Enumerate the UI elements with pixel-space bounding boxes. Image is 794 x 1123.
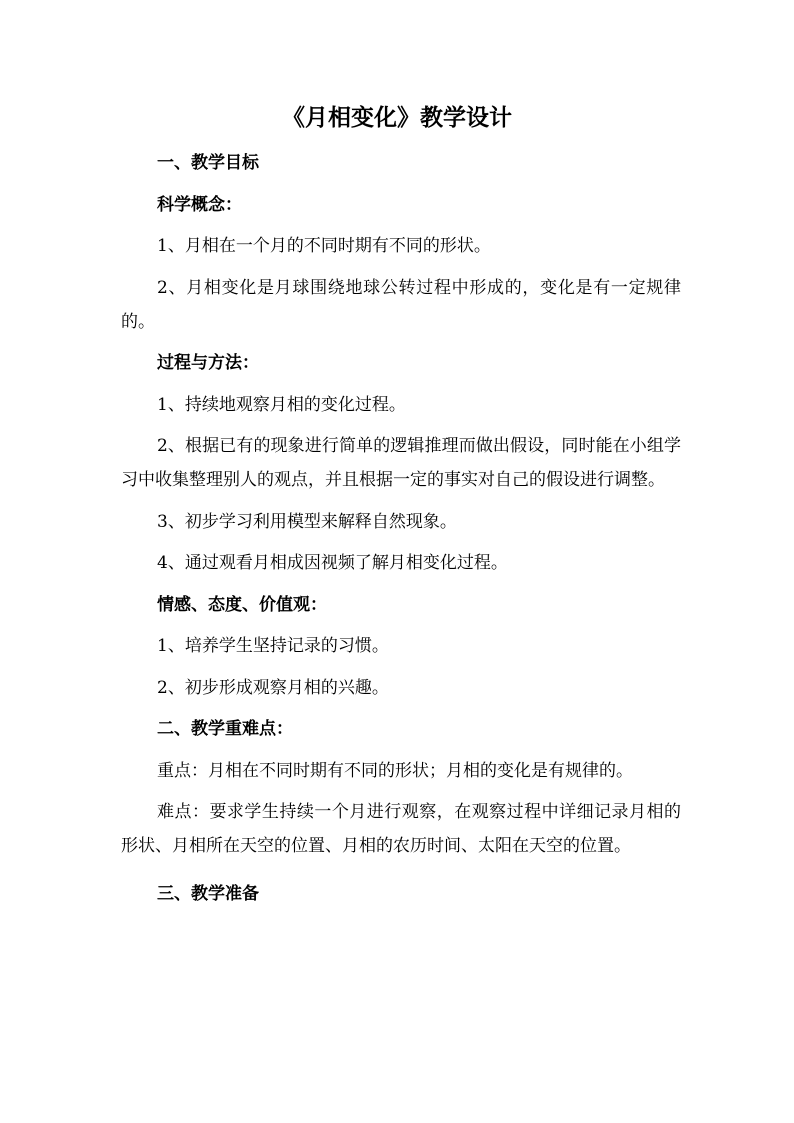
paragraph-concept-2: 2、月相变化是月球围绕地球公转过程中形成的，变化是有一定规律的。: [121, 277, 681, 332]
subheading-attitude-values: 情感、态度、价值观：: [157, 594, 327, 615]
paragraph-attitude-2: 2、初步形成观察月相的兴趣。: [157, 677, 389, 698]
paragraph-method-4: 4、通过观看月相成因视频了解月相变化过程。: [157, 553, 508, 573]
document-body: [121, 146, 681, 919]
subheading-science-concepts: 科学概念：: [157, 194, 242, 215]
heading-key-difficult-points: 二、教学重难点：: [157, 719, 293, 739]
heading-teaching-preparation: 三、教学准备: [157, 884, 259, 904]
paragraph-key-point: 重点：月相在不同时期有不同的形状；月相的变化是有规律的。: [157, 760, 633, 781]
paragraph-attitude-1: 1、培养学生坚持记录的习惯。: [157, 636, 389, 656]
paragraph-method-1: 1、持续地观察月相的变化过程。: [157, 394, 406, 415]
subheading-process-methods: 过程与方法：: [157, 353, 259, 373]
paragraph-concept-1: 1、月相在一个月的不同时期有不同的形状。: [157, 236, 491, 256]
document-title: 《月相变化》教学设计: [282, 104, 512, 131]
paragraph-difficult-point: 难点：要求学生持续一个月进行观察，在观察过程中详细记录月相的形状、月相所在天空的位置、月相的农历时间、太阳在天空的位置。: [121, 802, 681, 856]
heading-teaching-goals: 一、教学目标: [157, 153, 259, 173]
paragraph-method-3: 3、初步学习利用模型来解释自然现象。: [157, 511, 457, 532]
paragraph-method-2: 2、根据已有的现象进行简单的逻辑推理而做出假设，同时能在小组学习中收集整理别人的观点，并且根据一定的事实对自己的假设进行调整。: [121, 436, 681, 490]
